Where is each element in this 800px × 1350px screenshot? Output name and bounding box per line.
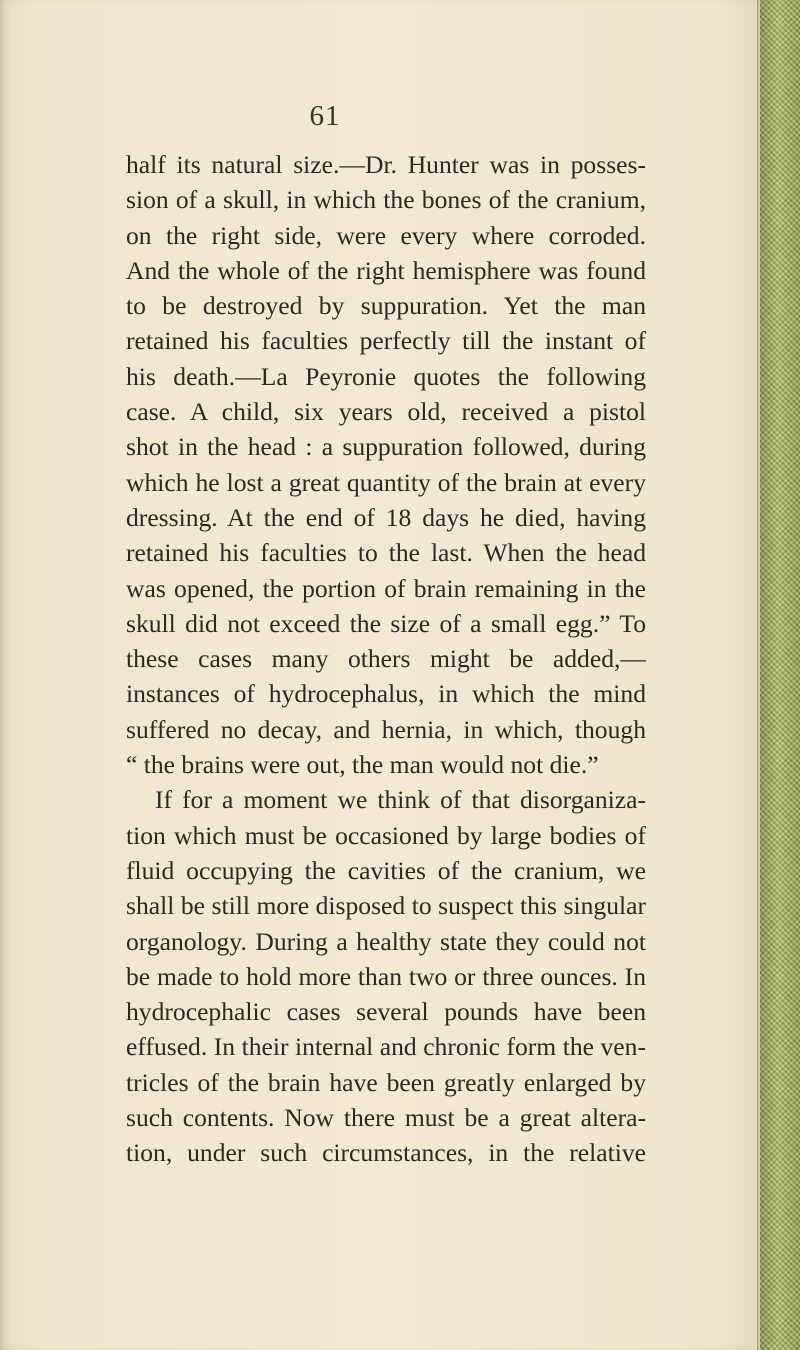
text-line: which he lost a great quantity of the brain at every <box>126 467 646 497</box>
text-line: shall be still more disposed to suspect this singular <box>126 891 646 921</box>
text-line: shot in the head : a suppuration followed, during <box>126 432 646 462</box>
text-line: retained his faculties to the last. When the head <box>126 538 646 568</box>
text-line: half its natural size.—Dr. Hunter was in posses- <box>126 150 646 179</box>
book-binding <box>760 0 800 1350</box>
text-line: instances of hydrocephalus, in which the mind <box>126 679 646 709</box>
text-line: case. A child, six years old, received a pistol <box>126 397 646 427</box>
text-line: tion, under such circumstances, in the relative <box>126 1138 646 1168</box>
text-line: to be destroyed by suppuration. Yet the man <box>126 291 646 321</box>
text-line: effused. In their internal and chronic form the ven- <box>126 1032 646 1062</box>
text-line: such contents. Now there must be a great altera- <box>126 1103 646 1133</box>
text-line: organology. During a healthy state they could not <box>126 926 646 956</box>
text-line: dressing. At the end of 18 days he died, having <box>126 502 646 532</box>
body-text <box>126 147 646 1171</box>
text-line: these cases many others might be added,— <box>126 644 646 674</box>
text-line: And the whole of the right hemisphere was found <box>126 255 646 285</box>
text-line: sion of a skull, in which the bones of the cranium, <box>126 185 646 215</box>
text-line: hydrocephalic cases several pounds have been <box>126 997 646 1027</box>
page-number: 61 <box>309 100 341 132</box>
text-line: If for a moment we think of that disorganiza- <box>155 785 646 815</box>
text-line: retained his faculties perfectly till the instant of <box>126 326 646 356</box>
text-line: be made to hold more than two or three ounces. In <box>126 961 646 991</box>
text-line: fluid occupying the cavities of the cranium, we <box>126 855 646 885</box>
text-line: suffered no decay, and hernia, in which, though <box>126 714 646 744</box>
text-line: tion which must be occasioned by large bodies of <box>126 820 646 850</box>
text-line: on the right side, were every where corroded. <box>126 220 646 250</box>
text-line: was opened, the portion of brain remaining in the <box>126 573 646 603</box>
text-line: “ the brains were out, the man would not die.” <box>126 750 599 780</box>
text-line: his death.—La Peyronie quotes the following <box>126 361 646 391</box>
text-line: tricles of the brain have been greatly enlarged by <box>126 1067 646 1097</box>
text-line: skull did not exceed the size of a small egg.” To <box>126 608 646 638</box>
